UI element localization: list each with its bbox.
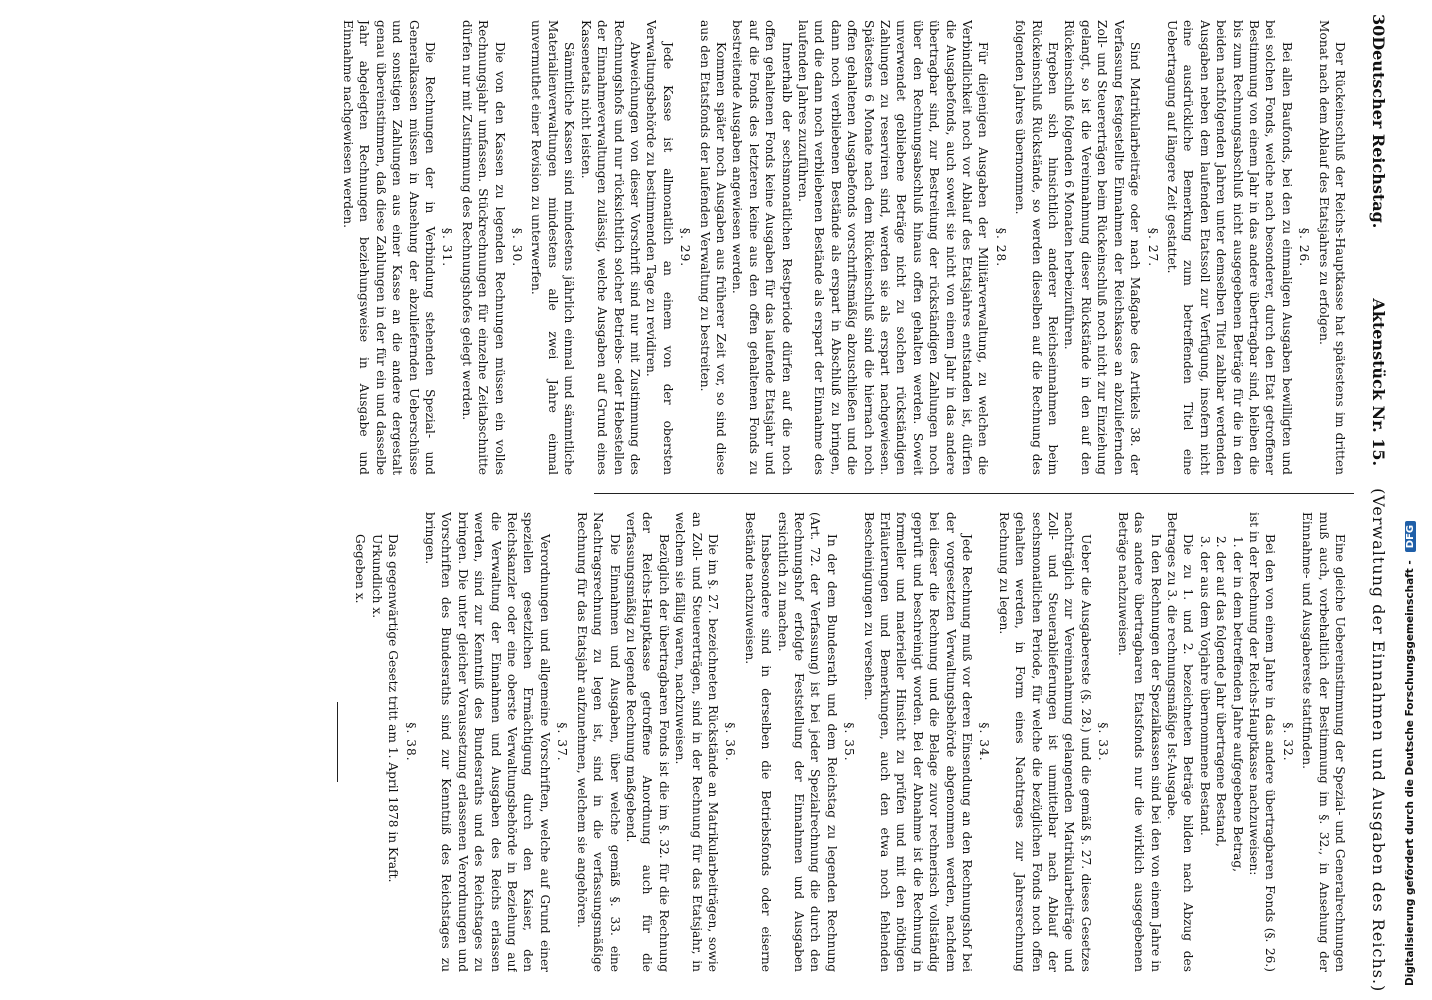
right-column: [0, 512, 1348, 972]
section-heading: §. 32.: [1280, 722, 1295, 762]
list-item: 1. der in dem betreffenden Jahre aufgegebene Betrag,: [1230, 536, 1245, 873]
paragraph: In den Rechnungen der Spezialkassen sind bei den von einem Jahre in das andere übertragbaren Etatsfonds nur die wirklich ausgegebenen Beträge nachzuweisen.: [1115, 512, 1163, 972]
paragraph: Bei den von einem Jahre in das andere übertragbaren Fonds (§. 26.) ist in der Rechnung der Reichs-Hauptkasse nachzuweisen:: [1246, 512, 1278, 972]
paragraph: Bei allen Baufonds, bei den zu einmaligen Ausgaben bewilligten und bei solchen Fonds, welche nach besonderer, durch den Etat getroffener Bestimmung von einem Jahr in das andere übertragbar sind, bleiben die bis zum Rechnungsabschluß nicht ausgegebenen Beträge für die in den beiden nachfolgenden Jahren unter demselben Titel zahlbar werdenden Ausgaben neben dem laufenden Etatssoll zur Verfügung, insofern nicht eine ausdrückliche Bemerkung zum betreffenden Titel eine Uebertragung auf längere Zeit gestattet.: [1164, 20, 1294, 475]
list-item: 2. der auf das folgende Jahr übertragene Bestand,: [1214, 536, 1229, 847]
paragraph: Die von den Kassen zu legenden Rechnungen müssen ein volles Rechnungsjahr umfassen. Stückrechnungen für einzelne Zeitabschnitte dürfen nur mit Zustimmung des Rechnungshofes gelegt werden.: [459, 20, 507, 475]
paragraph: Die zu 1. und 2. bezeichneten Beträge bilden nach Abzug des Betrages zu 3. die rechnungsmäßige Ist-Ausgabe.: [1164, 512, 1196, 972]
paragraph: Für diejenigen Ausgaben der Militärverwaltung, zu welchen die Verbindlichkeit noch vor Ablauf des Etatsjahres entstanden ist, dürfen die Ausgabefonds, auch soweit sie nicht von einem Jahr in das andere übertragbar sind, zur Bestreitung der rückständigen Zahlungen noch über den Rechnungsabschluß hinaus offen gehalten werden. Soweit unverwendet gebliebene Beträge nicht zu solchen rückständigen Zahlungen zu reserviren sind, werden sie als erspart nachgewiesen. Spätestens 6 Monate nach dem Rückeinschluß sind die hiernach noch offen gehaltenen Ausgabefonds vorschriftsmäßig abzuschließen und die dann noch verbliebenen Bestände als erspart in Abschluß zu bringen, und die dann noch verbliebenen Bestände als erspart der Einnahme des laufenden Jahres zuzuführen.: [796, 20, 991, 475]
section-heading: §. 30.: [510, 227, 525, 268]
paragraph: Verordnungen und allgemeine Vorschriften, welche auf Grund einer speziellen gesetzlichen Ermächtigung durch den Kaiser, den Reichskanzler oder eine oberste Verwaltungsbehörde in Beziehung auf die Verwaltung der Einnahmen und Ausgaben des Reichs erlassen werden, sind zur Kenntniß des Bundesraths und des Reichstages zu bringen. Die unter gleicher Voraussetzung erlassenen Verordnungen und Vorschriften des Bundesraths sind zur Kenntniß des Reichstages zu bringen.: [423, 512, 552, 972]
section-heading: §. 33.: [1096, 722, 1111, 762]
left-column: [0, 20, 1348, 475]
paragraph: Urkundlich x.: [369, 534, 384, 619]
paragraph: Die Rechnungen der in Verbindung stehenden Spezial- und Generalkassen müssen in Ansehung der abzuliefernden Ueberschüsse und sonstigen Zahlungen aus einer Kasse an die andere dergestalt genau übereinstimmen, daß diese Zahlungen in der für ein und dasselbe Jahr abgelegten Rechnungen beziehungsweise in Ausgabe und Einnahme nachgewiesen werden.: [341, 20, 438, 475]
paragraph: Eine gleiche Uebereinstimmung der Spezial- und Generalrechnungen muß auch, vorbehaltlich der Bestimmung im §. 32., in Ansehung der Einnahme- und Ausgabereste stattfinden.: [1300, 512, 1347, 972]
credit-text: Digitalisierung gefördert durch die Deutsche Forschungsgemeinschaft -: [1404, 560, 1416, 986]
dfg-logo: DFG: [1405, 521, 1416, 552]
paragraph: Jede Rechnung muß vor deren Einsendung an den Rechnungshof bei der vorgesetzten Verwaltungsbehörde abgenommen werden, nachdem bei dieser die Rechnung und die Belage zuvor rechnerisch vollständig geprüft und beschreinigt worden. Bei der Abnahme ist die Rechnung in formeller und materieller Hinsicht zu prüfen und mit den nöthigen Erläuterungen und Bemerkungen, auch den etwa noch fehlenden Bescheinigungen zu versehen.: [861, 512, 975, 972]
paragraph: Die Einnahmen und Ausgaben, über welche gemäß §. 33. eine Nachtragsrechnung zu legen ist, sind in die verfassungsmäßige Rechnung für das Etatsjahr aufzunehmen, welchem sie angehören.: [574, 512, 622, 972]
credit-line: [1404, 6, 1416, 986]
paragraph: Innerhalb der sechsmonatlichen Restperiode dürfen auf die noch offen gehaltenen Fonds keine Ausgaben für das laufende Etatsjahr und auf die Fonds des letzteren keine aus den offen gehaltenen Fonds zu bestreitende Ausgaben angewiesen werden.: [730, 20, 794, 475]
paragraph: Abweichungen von dieser Vorschrift sind nur mit Zustimmung des Rechnungshofs und nur rücksichtlich solcher Betriebs- oder Hebestellen der Einnahmeverwaltungen zulässig, welche Ausgaben auf Grund eines Kassenetats nicht leisten.: [578, 20, 642, 475]
paragraph: Gegeben x.: [353, 534, 368, 604]
section-heading: §. 29.: [678, 227, 693, 268]
section-heading: §. 31.: [440, 227, 455, 268]
section-heading: §. 35.: [842, 722, 857, 762]
paragraph: Jede Kasse ist allmonatlich an einem von der obersten Verwaltungsbehörde zu bestimmenden Tage zu revidiren.: [644, 20, 675, 475]
paragraph: In der dem Bundesrath und dem Reichstag zu legenden Rechnung (Art. 72. der Verfassung) ist bei jeder Spezialrechnung die durch den Rechnungshof erfolgte Feststellung der Einnahmen und Ausgaben ersichtlich zu machen.: [775, 512, 839, 972]
paragraph: Ergeben sich hinsichtlich anderer Reichseinnahmen beim Rückeinschluß Rückstände, so werden dieselben auf die Rechnung des folgenden Jahres übernommen.: [1013, 20, 1061, 475]
section-heading: §. 34.: [977, 722, 992, 762]
paragraph: Sämmtliche Kassen sind mindestens jährlich einmal und sämmtliche Materialienverwaltungen mindestens alle zwei Jahre einmal unvermuthet einer Revision zu unterwerfen.: [529, 20, 577, 475]
section-heading: §. 37.: [555, 722, 570, 762]
paragraph: Insbesondere sind in derselben die Betriebsfonds oder eiserne Bestände nachzuweisen.: [742, 512, 774, 972]
section-heading: §. 38.: [403, 722, 418, 762]
section-heading: §. 36.: [723, 722, 738, 762]
running-title: (Verwaltung der Einnahmen und Ausgaben des Reichs.): [1369, 488, 1389, 993]
list-item: 3. der aus dem Vorjahre übernommene Bestand.: [1197, 536, 1212, 836]
section-heading: §. 28.: [993, 227, 1008, 268]
section-heading: §. 27.: [1145, 227, 1160, 268]
paragraph: Das gegenwärtige Gesetz tritt am 1. April 1878 in Kraft.: [386, 534, 401, 883]
paragraph: Sind Matrikularbeiträge oder nach Maßgabe des Artikels 38. der Verfassung festgestellte Einnahmen der Reichskasse an abzuliefernden Zoll- und Steuererträgen beim Rückeinschluß noch nicht zur Einziehung gelangt, so ist die Vereinnahmung dieser Rückstände in den auf den Rückeinschluß folgenden 6 Monaten herbeizuführen.: [1062, 20, 1143, 475]
document-number: Aktenstück Nr. 15.: [1369, 298, 1389, 467]
paragraph: Kommen später noch Ausgaben aus früherer Zeit vor, so sind diese aus den Etatsfonds der laufenden Verwaltung zu bestreiten.: [697, 20, 728, 475]
paragraph: Bezüglich der übertragbaren Fonds ist die im §. 32. für die Rechnung der Reichs-Hauptkasse getroffene Anordnung auch für die verfassungsmäßig zu legende Rechnung maßgebend.: [623, 512, 671, 972]
digitization-credit: [1382, 0, 1432, 1000]
page-number: 30: [1369, 14, 1389, 37]
column-divider: [594, 493, 1354, 494]
paragraph: Der Rückeinschluß der Reichs-Hauptkasse hat spätestens im dritten Monat nach dem Ablauf des Etatsjahres zu erfolgen.: [1316, 20, 1347, 475]
section-heading: §. 26.: [1297, 227, 1312, 268]
end-rule: [337, 702, 338, 782]
paragraph: Ueber die Ausgabereste (§. 28.) und die gemäß §. 27. dieses Gesetzes nachträglich zur Vereinnahmung gelangenden Matrikularbeiträge und Zoll- und Steuerablieferungen ist unmittelbar nach Ablauf der sechsmonatlichen Periode, für welche die bezüglichen Fonds noch offen gehalten werden, in Form eines Nachtrages zur Jahresrechnung Rechnung zu legen.: [996, 512, 1093, 972]
paragraph: Die im §. 27. bezeichneten Rückstände an Matrikularbeiträgen, sowie an Zoll- und Steuererträgen, sind in der Rechnung für das Etatsjahr, in welchem sie fällig waren, nachzuweisen.: [673, 512, 720, 972]
publication-title: Deutscher Reichstag.: [1369, 36, 1389, 229]
